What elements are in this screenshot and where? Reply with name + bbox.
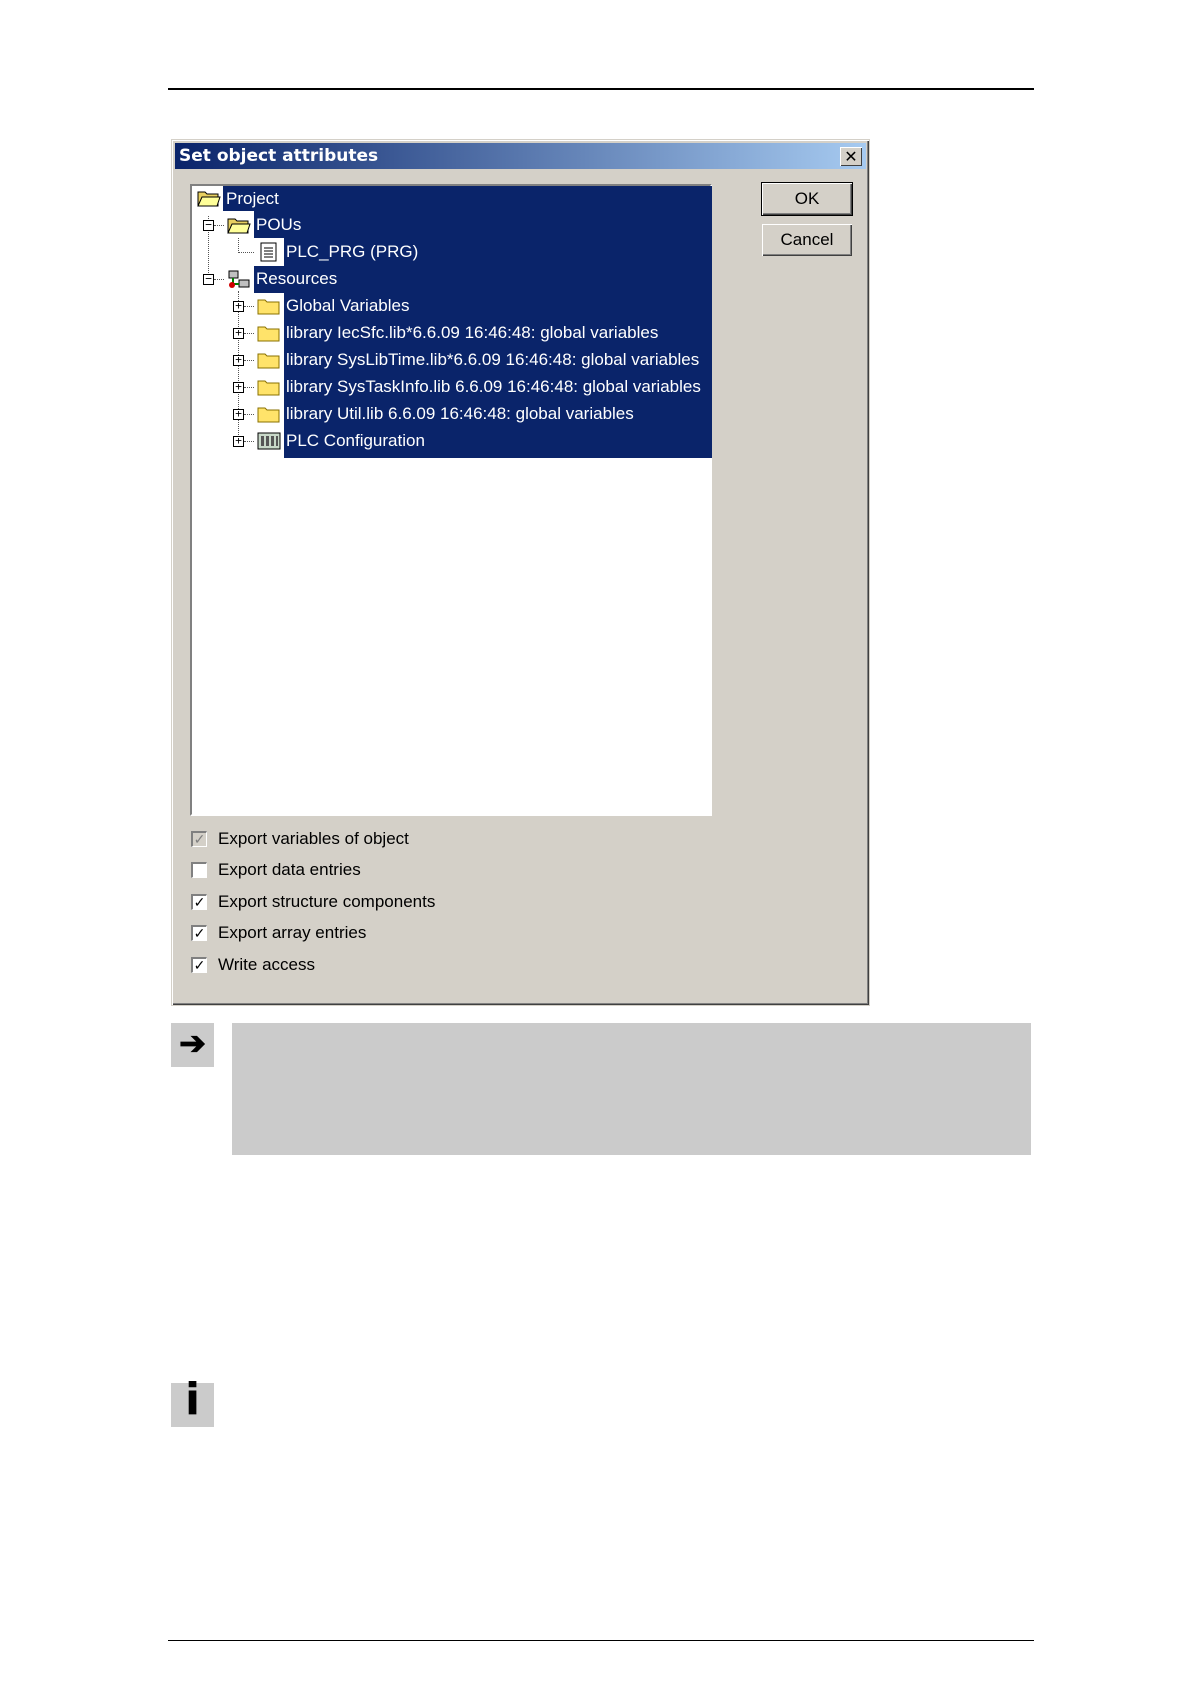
folder-icon xyxy=(257,323,281,343)
expand-iecsfc-icon[interactable]: + xyxy=(233,328,244,339)
info-icon: i xyxy=(171,1383,214,1427)
close-button[interactable]: ✕ xyxy=(840,147,862,166)
tree-item-project[interactable]: Project xyxy=(226,189,279,208)
dialog-titlebar[interactable] xyxy=(175,143,866,169)
dialog-title: Set object attributes xyxy=(179,146,379,166)
export-data-entries-label: Export data entries xyxy=(218,860,361,879)
export-variables-label: Export variables of object xyxy=(218,829,409,848)
export-structure-components-label: Export structure components xyxy=(218,892,436,911)
folder-icon xyxy=(257,350,281,370)
export-structure-components-checkbox[interactable]: ✓ xyxy=(191,894,207,910)
header-rule xyxy=(168,88,1034,90)
resources-icon xyxy=(227,269,251,289)
plc-config-icon xyxy=(257,431,281,451)
object-tree[interactable] xyxy=(190,184,712,816)
folder-icon xyxy=(257,404,281,424)
expand-syslibtime-icon[interactable]: + xyxy=(233,355,244,366)
collapse-pous-icon[interactable]: − xyxy=(203,220,214,231)
folder-open-icon xyxy=(227,215,251,235)
tree-item-resources[interactable]: Resources xyxy=(256,269,338,288)
tree-item-global-variables[interactable]: Global Variables xyxy=(286,296,410,315)
export-data-entries-checkbox[interactable] xyxy=(191,862,207,878)
folder-open-icon xyxy=(197,188,221,208)
write-access-label: Write access xyxy=(218,955,315,974)
document-icon xyxy=(257,242,281,262)
export-array-entries-checkbox[interactable]: ✓ xyxy=(191,925,207,941)
ok-button[interactable]: OK xyxy=(762,183,852,215)
tree-item-plc-prg[interactable]: PLC_PRG (PRG) xyxy=(286,242,419,261)
note-box xyxy=(232,1023,1031,1155)
footer-rule xyxy=(168,1640,1034,1641)
tree-item-iecsfc[interactable]: library IecSfc.lib*6.6.09 16:46:48: global variables xyxy=(286,323,659,342)
export-array-entries-label: Export array entries xyxy=(218,923,367,942)
tree-item-pous[interactable]: POUs xyxy=(256,215,302,234)
tree-item-systaskinfo[interactable]: library SysTaskInfo.lib 6.6.09 16:46:48: global variables xyxy=(286,377,701,396)
tree-item-plc-configuration[interactable]: PLC Configuration xyxy=(286,431,425,450)
folder-icon xyxy=(257,296,281,316)
expand-util-icon[interactable]: + xyxy=(233,409,244,420)
export-variables-checkbox[interactable]: ✓ xyxy=(191,831,207,847)
expand-systaskinfo-icon[interactable]: + xyxy=(233,382,244,393)
tree-item-util[interactable]: library Util.lib 6.6.09 16:46:48: global variables xyxy=(286,404,634,423)
expand-plc-configuration-icon[interactable]: + xyxy=(233,436,244,447)
tree-item-syslibtime[interactable]: library SysLibTime.lib*6.6.09 16:46:48: global variables xyxy=(286,350,700,369)
arrow-icon: ➔ xyxy=(171,1023,214,1067)
collapse-resources-icon[interactable]: − xyxy=(203,274,214,285)
folder-icon xyxy=(257,377,281,397)
expand-global-variables-icon[interactable]: + xyxy=(233,301,244,312)
cancel-button[interactable]: Cancel xyxy=(762,224,852,256)
set-object-attributes-dialog xyxy=(171,139,870,1006)
write-access-checkbox[interactable]: ✓ xyxy=(191,957,207,973)
